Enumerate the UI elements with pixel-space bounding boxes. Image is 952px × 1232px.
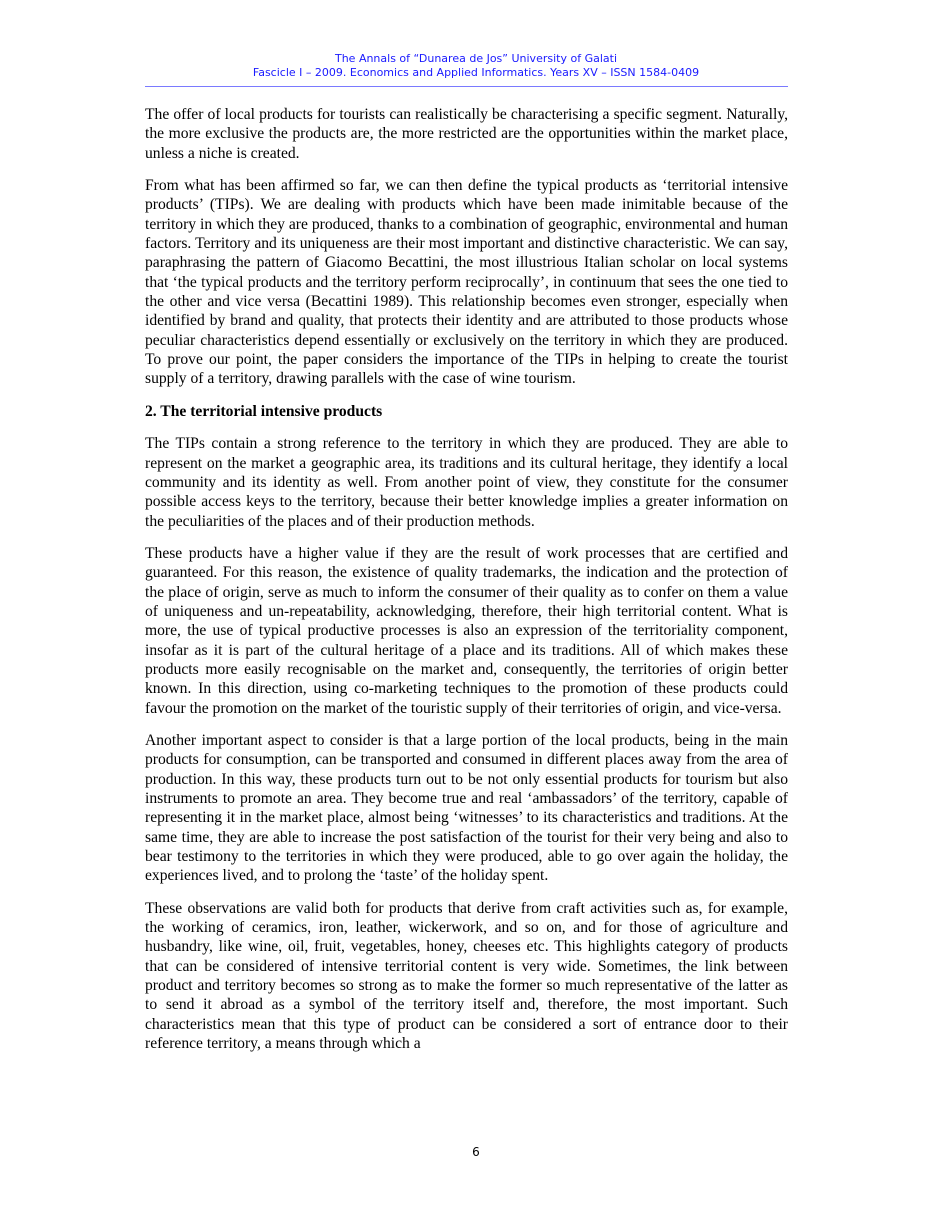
- paragraph: These observations are valid both for products that derive from craft activities such as, for example, the working of ceramics, iron, leather, wickerwork, and so on, and for those of agriculture and husbandry, like wine, oil, fruit, vegetables, honey, cheeses etc. This highlights category of products that can be considered of intensive territorial content is very wide. Sometimes, the link between product and territory becomes so strong as to make the former so much representative of the latter as to send it abroad as a symbol of the territory itself and, therefore, the most important. Such characteristics mean that this type of product can be considered a sort of entrance door to their reference territory, a means through which a: [145, 899, 788, 1053]
- page-body: [145, 105, 788, 1066]
- paragraph: The TIPs contain a strong reference to the territory in which they are produced. They are able to represent on the market a geographic area, its traditions and its cultural heritage, they identify a local community and its identity as well. From another point of view, they constitute for the consumer possible access keys to the territory, because their better knowledge implies a greater information on the peculiarities of the places and of their production methods.: [145, 435, 788, 530]
- header-rule: [145, 86, 788, 87]
- journal-issue: Fascicle I – 2009. Economics and Applied Informatics. Years XV – ISSN 1584-0409: [252, 66, 700, 79]
- paragraph: These products have a higher value if they are the result of work processes that are certified and guaranteed. For this reason, the existence of quality trademarks, the indication and the protection of the place of origin, serve as much to inform the consumer of their quality as to confer on them a value of uniqueness and un-repeatability, acknowledging, therefore, their high territorial content. What is more, the use of typical productive processes is also an expression of the territoriality component, insofar as it is part of the cultural heritage of a place and its traditions. All of which makes these products more easily recognisable on the market and, consequently, the territories of origin better known. In this direction, using co-marketing techniques to the promotion of these products could favour the promotion on the market of the touristic supply of their territories of origin, and vice-versa.: [145, 544, 788, 717]
- page-number: 6: [472, 1145, 480, 1159]
- paragraph: The offer of local products for tourists can realistically be characterising a specific segment. Naturally, the more exclusive the products are, the more restricted are the opportunities within the market place, unless a niche is created.: [145, 106, 788, 162]
- paragraph: Another important aspect to consider is that a large portion of the local products, being in the main products for consumption, can be transported and consumed in different places away from the area of production. In this way, these products turn out to be not only essential products for tourism but also instruments to promote an area. They become true and real ‘ambassadors’ of the territory, capable of representing it in the market place, almost being ‘witnesses’ to its characteristics and traditions. At the same time, they are able to increase the post satisfaction of the tourist for their very being and also to bear testimony to the territories in which they were produced, able to go over again the holiday, the experiences lived, and to prolong the ‘taste’ of the holiday spent.: [145, 731, 788, 885]
- section-heading: 2. The territorial intensive products: [145, 402, 383, 420]
- running-header: [0, 52, 952, 80]
- paragraph: From what has been affirmed so far, we can then define the typical products as ‘territorial intensive products’ (TIPs). We are dealing with products which have been made inimitable because of the territory in which they are produced, thanks to a combination of geographic, environmental and human factors. Territory and its uniqueness are their most important and distinctive characteristic. We can say, paraphrasing the pattern of Giacomo Becattini, the most illustrious Italian scholar on local systems that ‘the typical products and the territory perform reciprocally’, in continuum that sees the one tied to the other and vice versa (Becattini 1989). This relationship becomes even stronger, especially when identified by brand and quality, that protects their identity and are attributed to those products whose peculiar characteristics depend essentially or exclusively on the territory in which they are produced. To prove our point, the paper considers the importance of the TIPs in helping to create the tourist supply of a territory, drawing parallels with the case of wine tourism.: [145, 177, 788, 388]
- journal-title: The Annals of “Dunarea de Jos” University of Galati: [334, 52, 617, 65]
